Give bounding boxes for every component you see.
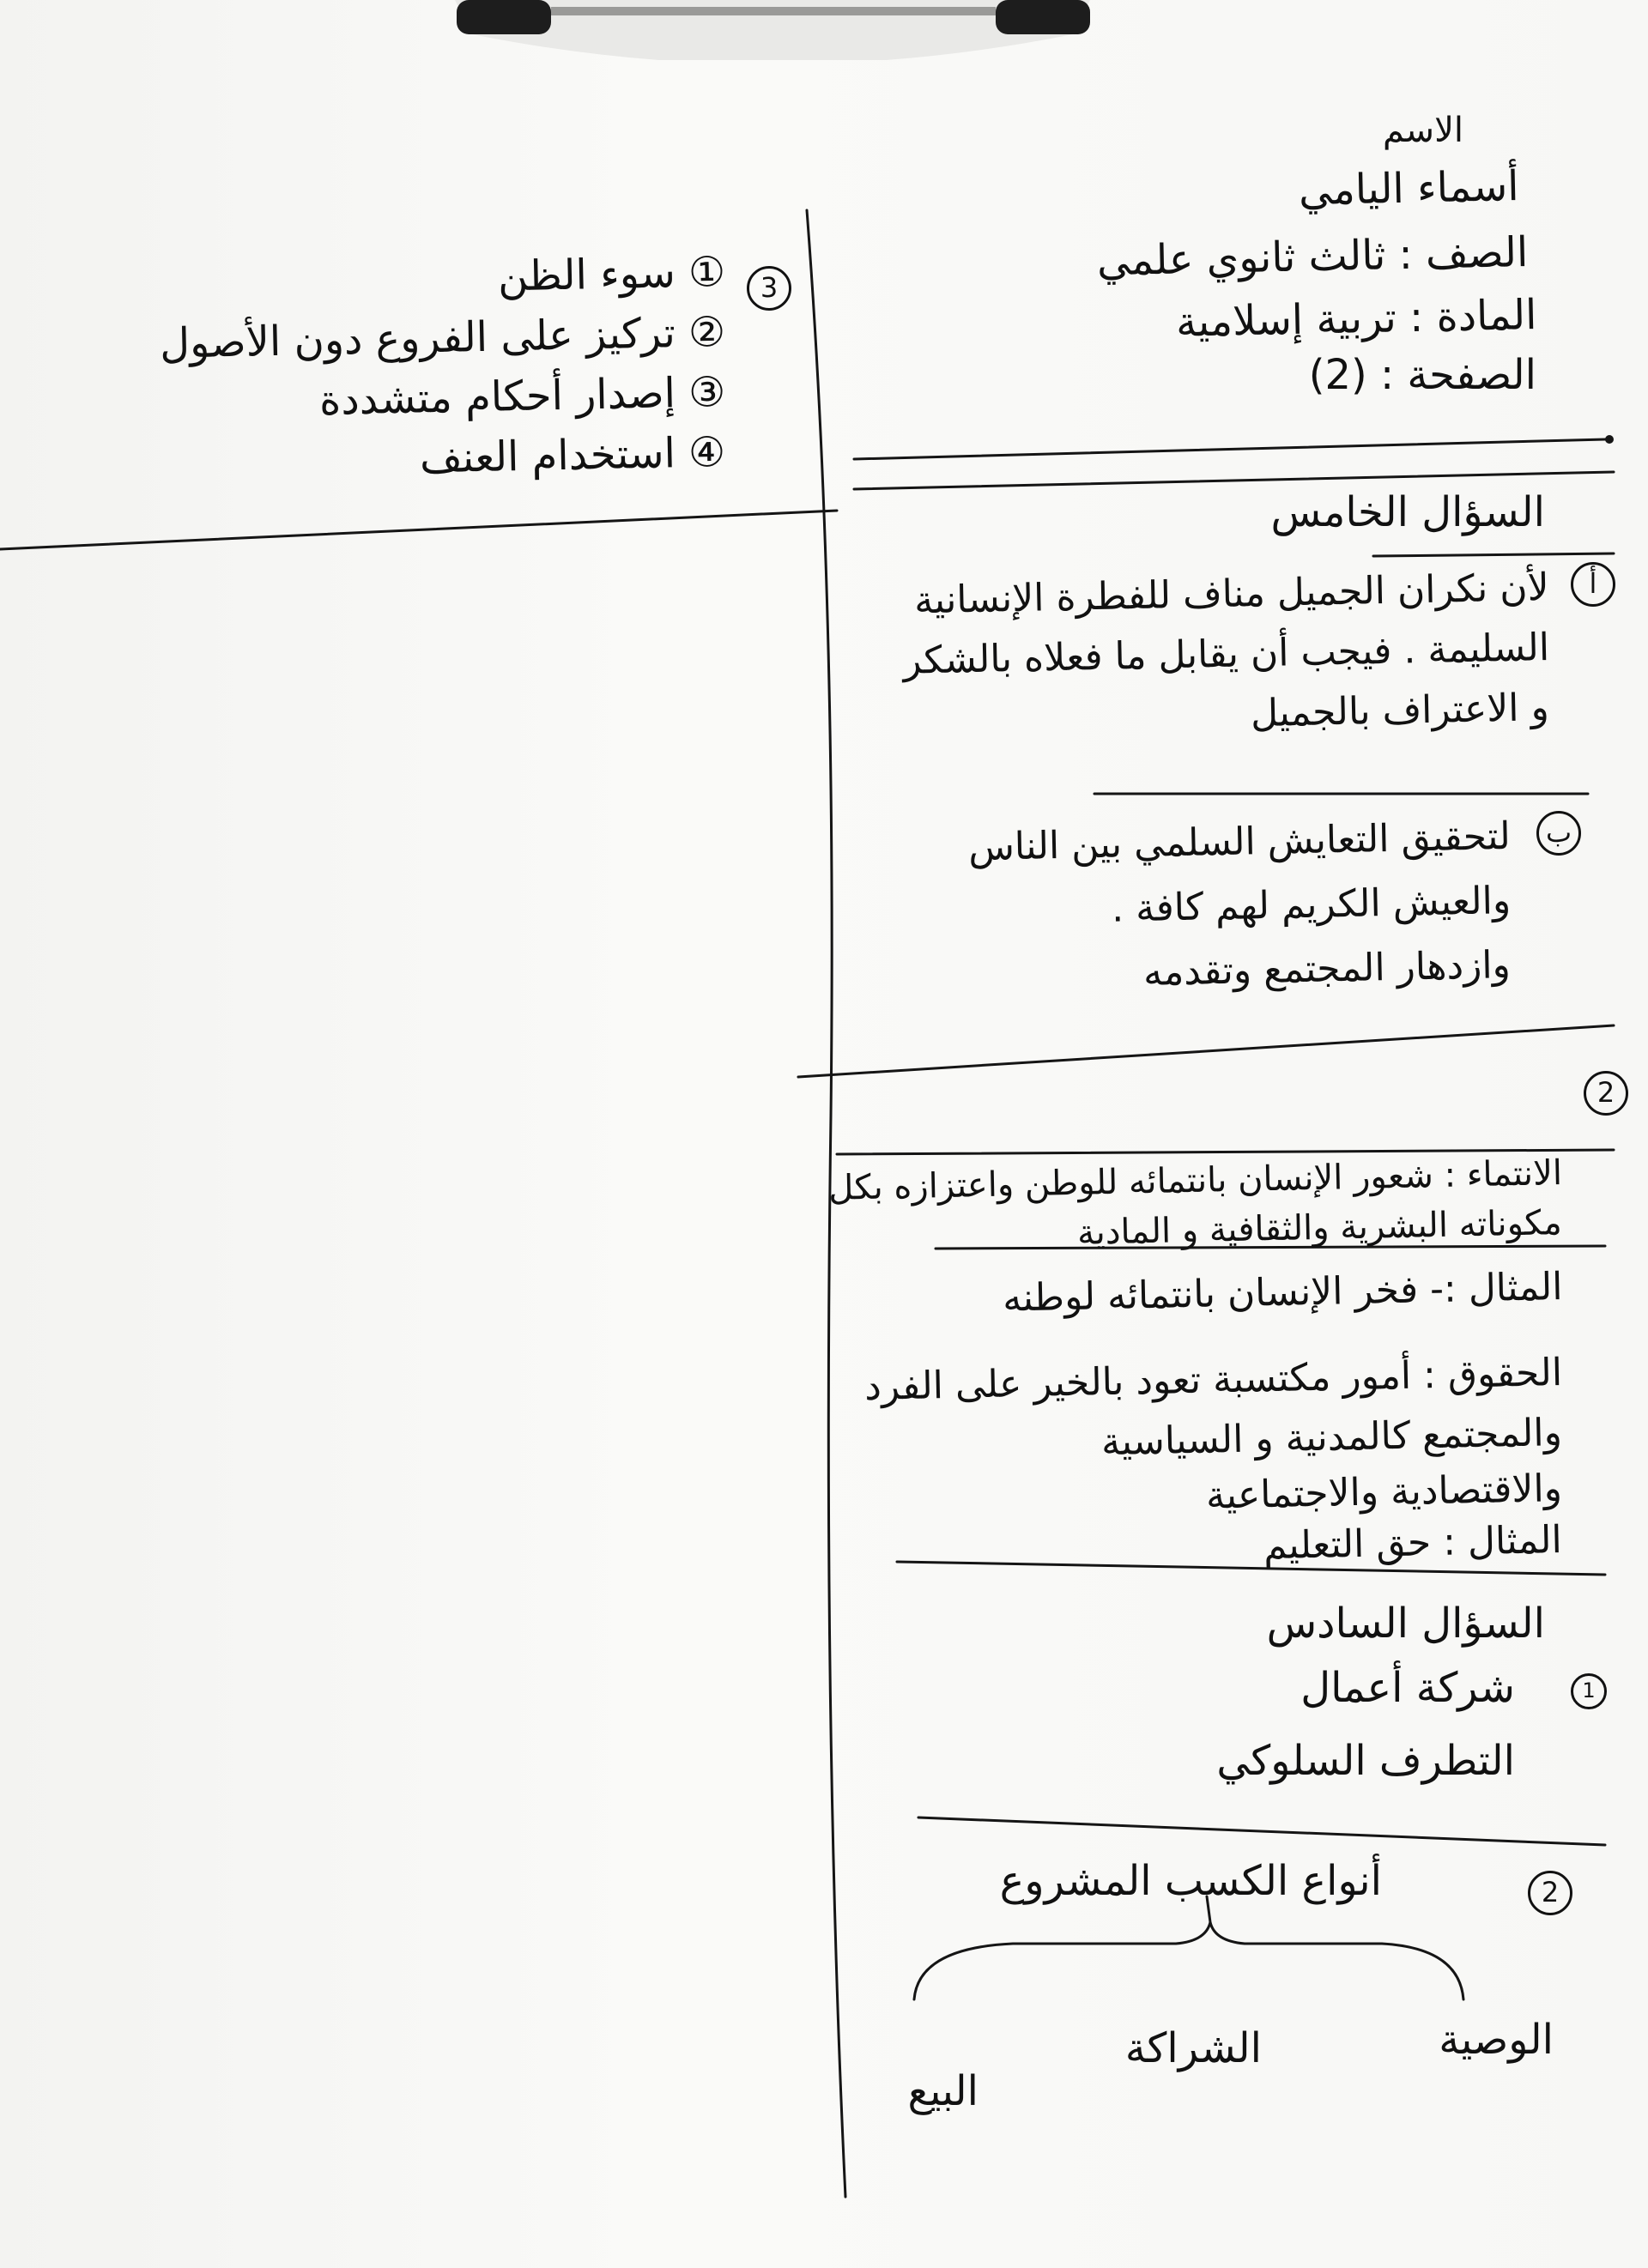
page-line: الصفحة : (2)	[1308, 351, 1536, 399]
q6-2-number: 2	[1528, 1871, 1572, 1915]
q5-part-a-line-3: و الاعتراف بالجميل	[1250, 686, 1550, 736]
belonging-line-1: الانتماء : شعور الإنسان بانتمائه للوطن واعتزازه بكل	[827, 1153, 1563, 1208]
q5-part-b-line-1: لتحقيق التعايش السلمي بين الناس	[967, 814, 1512, 870]
branch-will: الوصية	[1439, 2016, 1554, 2064]
q5-part-a-marker: أ	[1571, 562, 1615, 607]
left-item-2: ② تركيز على الفروع دون الأصول	[159, 308, 726, 368]
subject-line: المادة : تربية إسلامية	[1175, 291, 1537, 347]
q6-item-2: التطرف السلوكي	[1216, 1737, 1515, 1785]
rights-line-3: والاقتصادية والاجتماعية	[1205, 1467, 1563, 1518]
class-line: الصف : ثالث ثانوي علمي	[1096, 228, 1529, 286]
rights-line-2: والمجتمع كالمدنية و السياسية	[1100, 1411, 1563, 1465]
q5-part-b-line-2: والعيش الكريم لهم كافة .	[1111, 879, 1512, 931]
q6-item-1: شركة أعمال	[1300, 1664, 1515, 1712]
q5-part-b-marker: ب	[1536, 811, 1581, 856]
left-item-1: ① سوء الظن	[497, 248, 726, 301]
q5-part-b-line-3: وازدهار المجتمع وتقدمه	[1142, 943, 1512, 995]
name-value: أسماء اليامي	[1298, 162, 1520, 215]
rights-line-1: الحقوق : أمور مكتسبة تعود بالخير على الفرد	[863, 1351, 1563, 1410]
left-question-number: 3	[747, 266, 791, 311]
name-label: الاسم	[1382, 111, 1463, 150]
rights-example: المثال : حق التعليم	[1263, 1518, 1563, 1569]
branch-partnership: الشراكة	[1124, 2024, 1262, 2072]
q5-part-a-line-2: السليمة . فيجب أن يقابل ما فعلاه بالشكر	[902, 626, 1550, 683]
left-item-4: ④ استخدام العنف	[419, 428, 726, 483]
q5-2-number: 2	[1584, 1071, 1628, 1116]
left-item-3: ③ إصدار أحكام متشددة	[318, 368, 726, 425]
diagram-title: أنواع الكسب المشروع	[999, 1857, 1382, 1905]
belonging-line-2: مكوناته البشرية والثقافية و المادية	[1076, 1203, 1563, 1253]
q6-marker: 1	[1571, 1673, 1607, 1709]
q6-title: السؤال السادس	[1266, 1600, 1545, 1648]
branch-sale: البيع	[907, 2067, 978, 2115]
belonging-example: المثال :- فخر الإنسان بانتمائه لوطنه	[1002, 1265, 1563, 1321]
q5-title: السؤال الخامس	[1270, 488, 1545, 536]
q5-part-a-line-1: لأن نكران الجميل مناف للفطرة الإنسانية	[913, 565, 1550, 623]
